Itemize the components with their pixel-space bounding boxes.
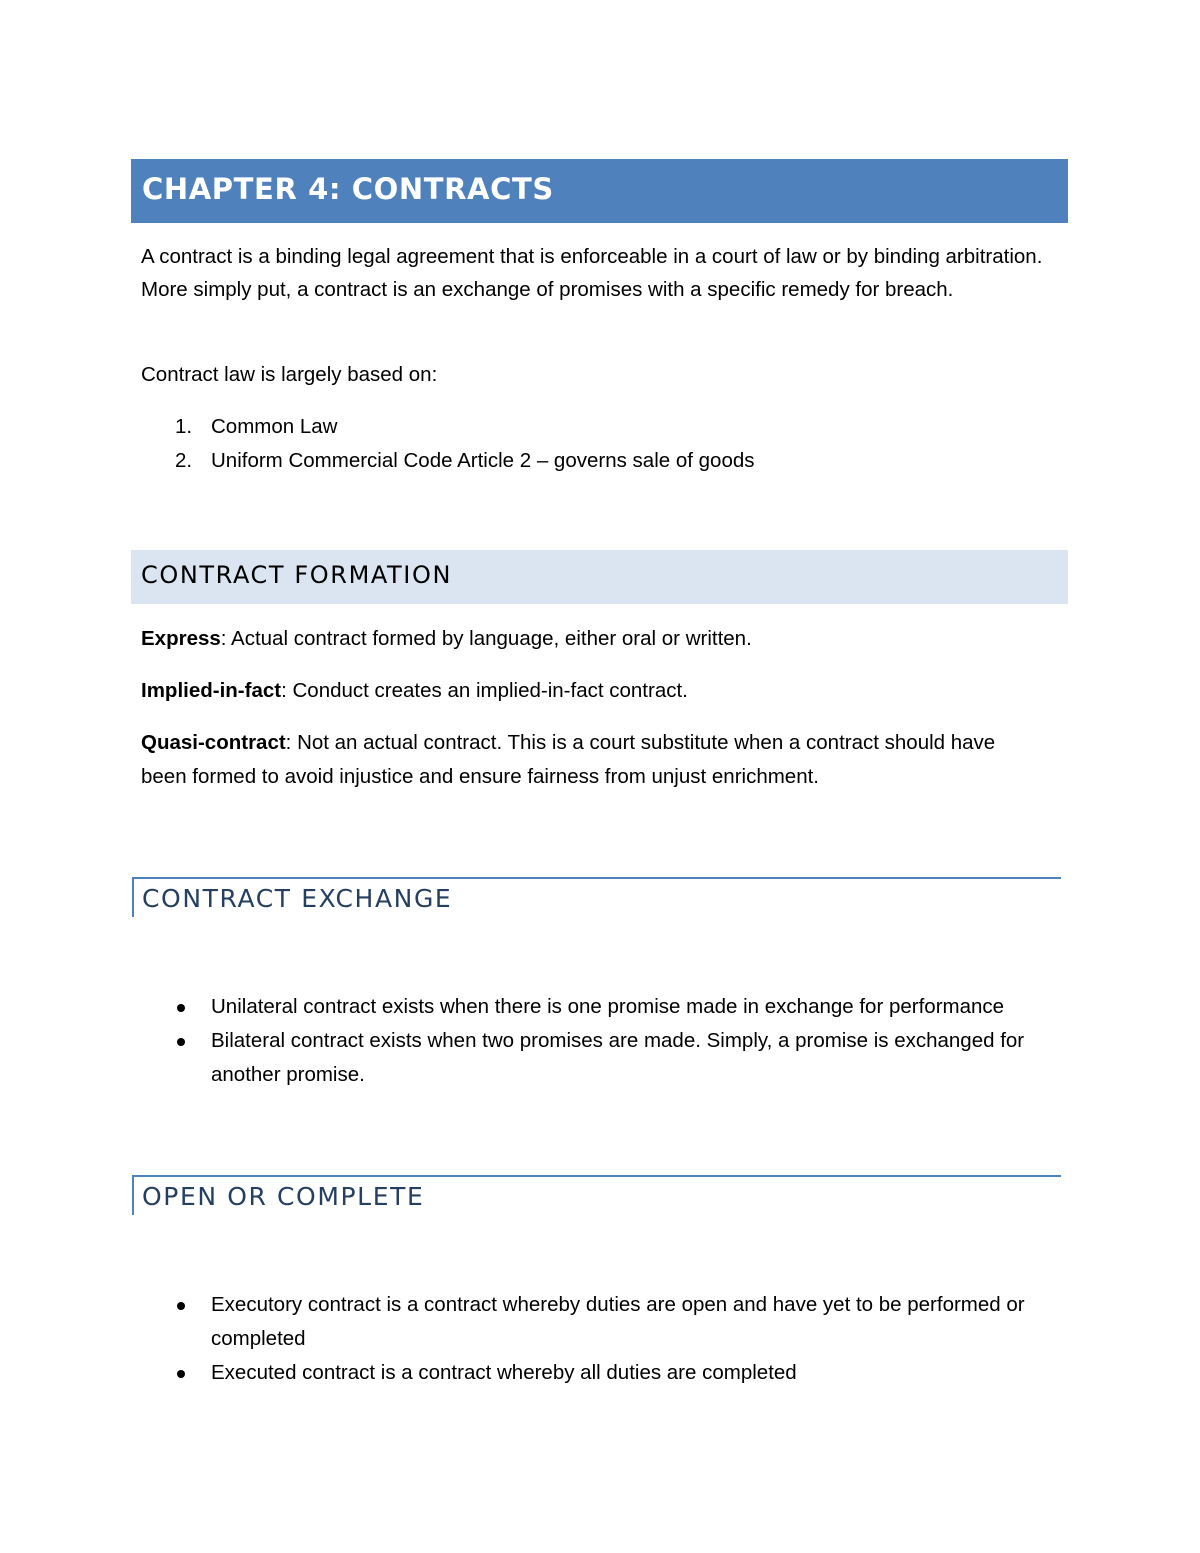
definition-term: Quasi-contract xyxy=(141,731,286,754)
list-item-text: Uniform Commercial Code Article 2 – governs sale of goods xyxy=(211,449,755,472)
definition-term: Express xyxy=(141,627,221,650)
open-complete-list xyxy=(141,1288,1061,1390)
definition-implied-in-fact xyxy=(141,674,1046,708)
definition-express xyxy=(141,622,1046,656)
bullet-icon xyxy=(177,1004,185,1012)
open-complete-heading-box xyxy=(132,1175,1061,1215)
intro-paragraph: A contract is a binding legal agreement that is enforceable in a court of law or by binding arbitration. More simply put, a contract is an exchange of promises with a specific remedy for breach. xyxy=(141,245,1043,301)
list-item xyxy=(141,1288,1061,1356)
exchange-title: CONTRACT EXCHANGE xyxy=(142,884,453,913)
definition-text: : Not an actual contract. This is a court substitute when a contract should have been formed to avoid injustice and ensure fairness from unjust enrichment. xyxy=(141,731,996,788)
definition-text: : Conduct creates an implied-in-fact contract. xyxy=(281,679,688,702)
list-item xyxy=(141,410,1046,444)
list-item-text: Executed contract is a contract whereby all duties are completed xyxy=(211,1361,797,1384)
formation-title: CONTRACT FORMATION xyxy=(141,561,453,589)
list-item-text: Common Law xyxy=(211,415,338,438)
chapter-heading-bar xyxy=(131,159,1068,223)
definition-term: Implied-in-fact xyxy=(141,679,282,702)
definition-text: : Actual contract formed by language, either oral or written. xyxy=(220,627,752,650)
list-item xyxy=(141,444,1046,478)
exchange-list xyxy=(141,990,1061,1092)
list-number: 1. xyxy=(175,415,193,438)
list-item xyxy=(141,1024,1061,1092)
list-item xyxy=(141,1356,1061,1390)
list-item xyxy=(141,990,1061,1024)
exchange-heading-box xyxy=(132,877,1061,917)
list-number: 2. xyxy=(175,449,193,472)
sources-list xyxy=(141,410,1046,478)
open-complete-title: OPEN OR COMPLETE xyxy=(142,1182,425,1211)
bullet-icon xyxy=(177,1038,185,1046)
bullet-icon xyxy=(177,1370,185,1378)
list-item-text: Unilateral contract exists when there is one promise made in exchange for performance xyxy=(211,995,1005,1018)
chapter-title: CHAPTER 4: CONTRACTS xyxy=(142,172,554,206)
formation-heading-bar xyxy=(131,550,1068,604)
bullet-icon xyxy=(177,1302,185,1310)
list-item-text: Executory contract is a contract whereby duties are open and have yet to be performed or completed xyxy=(211,1293,1025,1350)
definition-quasi-contract xyxy=(141,726,1046,794)
based-on-paragraph: Contract law is largely based on: xyxy=(141,363,438,386)
list-item-text: Bilateral contract exists when two promises are made. Simply, a promise is exchanged for another promise. xyxy=(211,1029,1025,1086)
